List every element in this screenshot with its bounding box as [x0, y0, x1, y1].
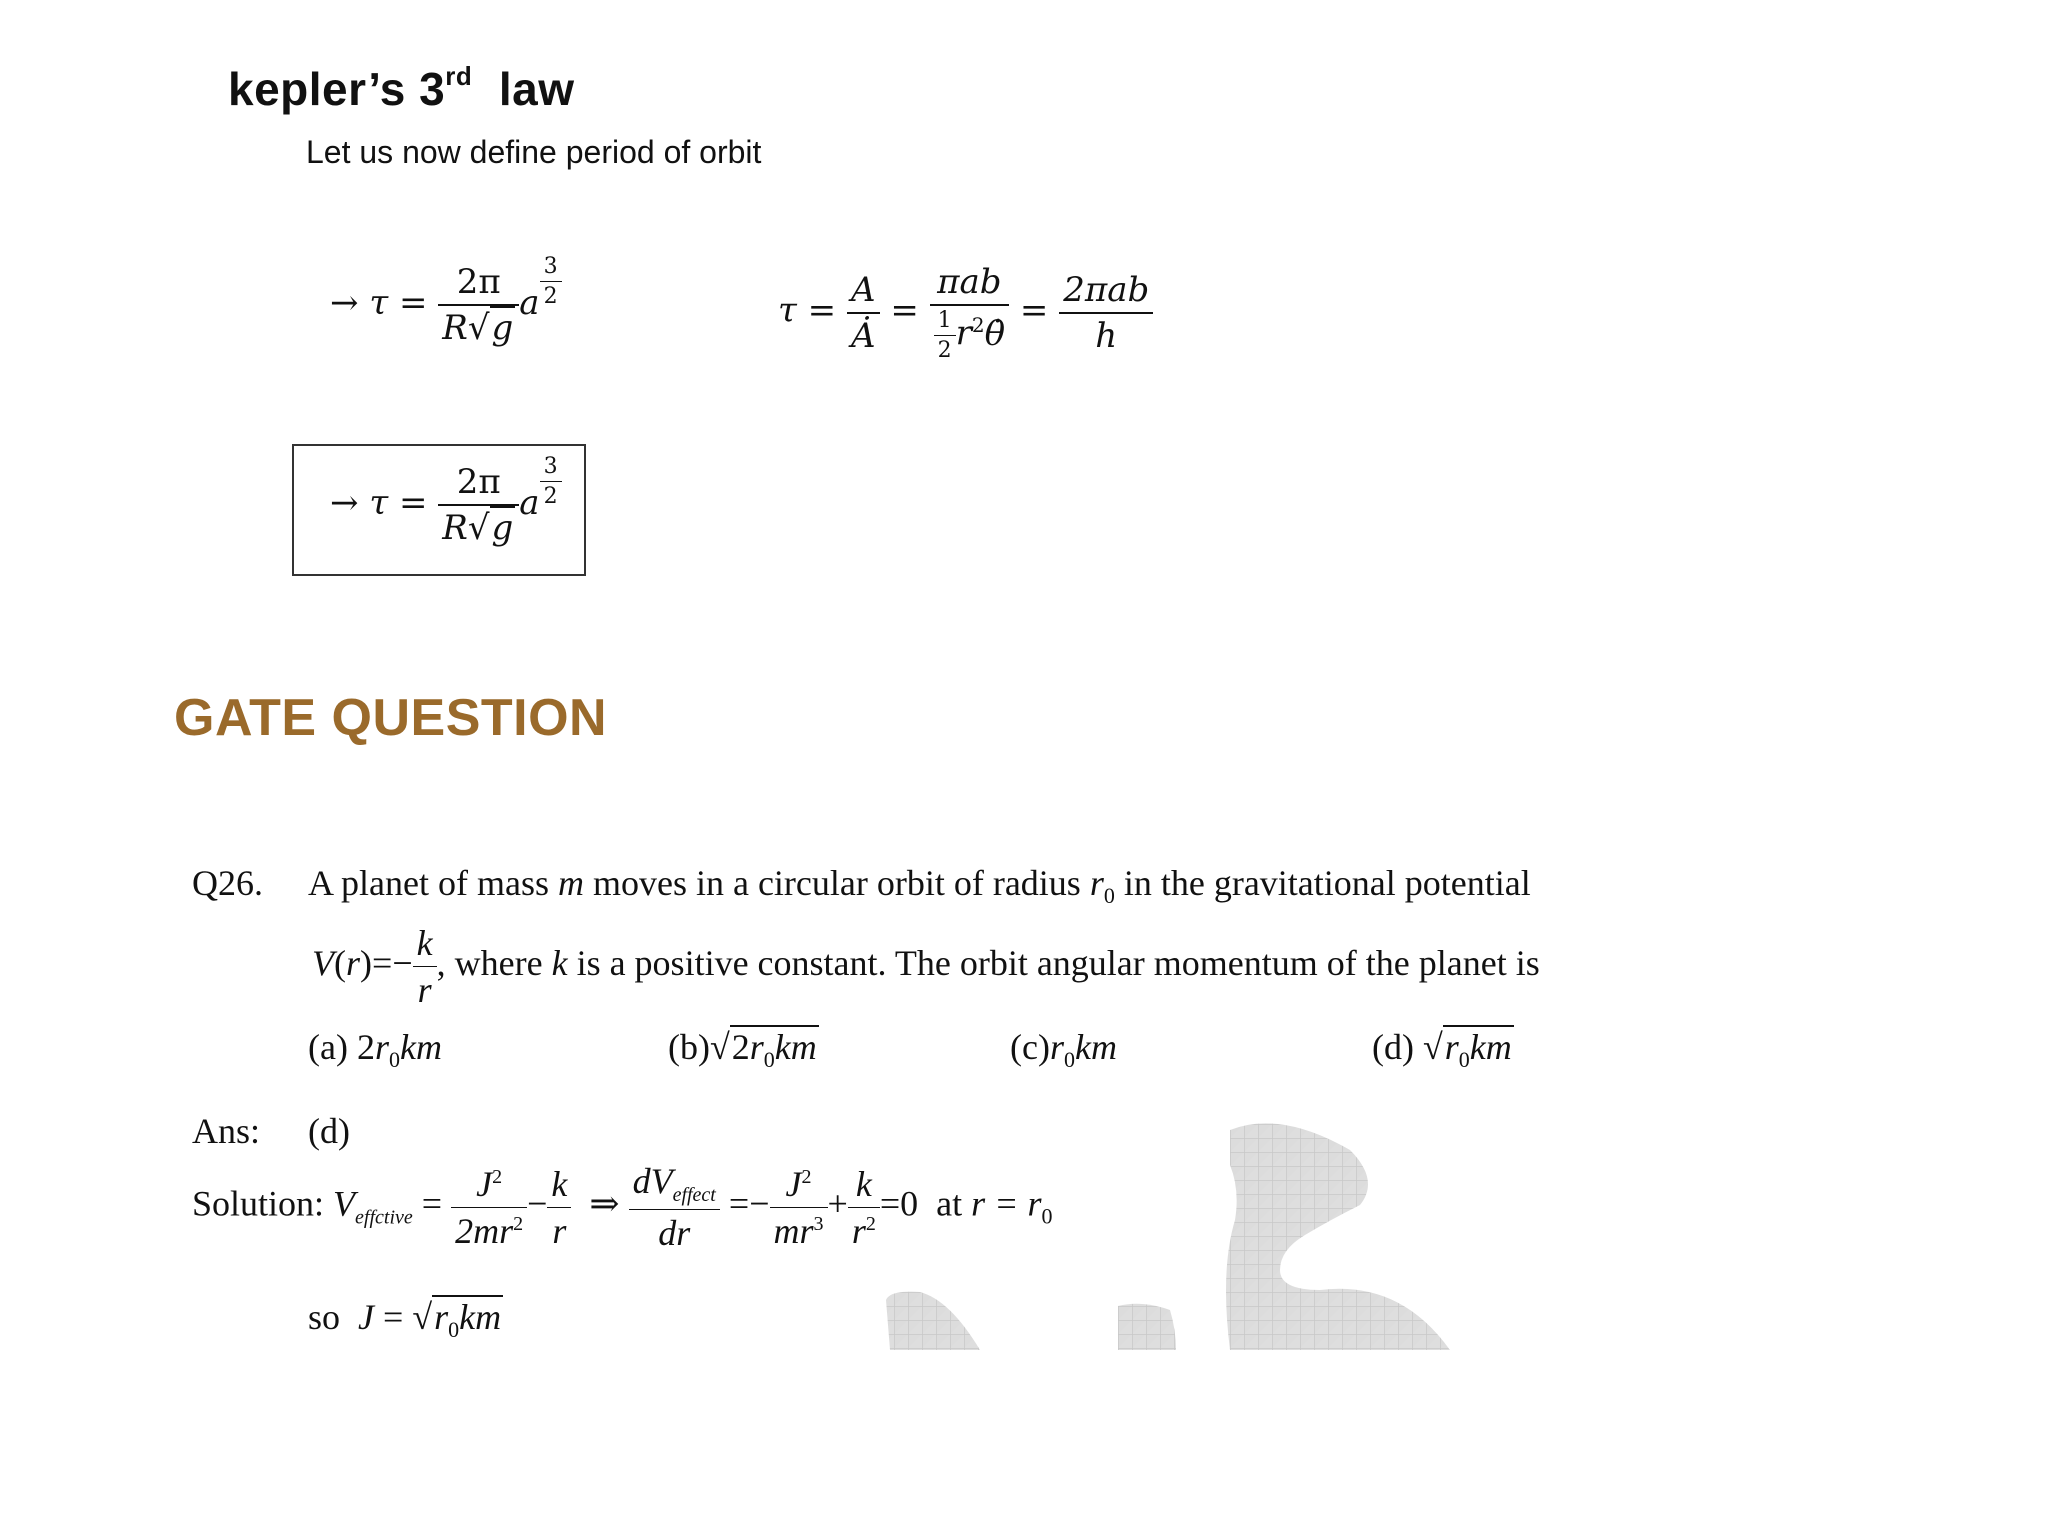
den-g: g — [491, 308, 514, 348]
title-text-law: law — [498, 63, 575, 115]
sol-mr: mr — [773, 1210, 814, 1251]
sol-V: V — [333, 1183, 356, 1224]
minus-sign: − — [392, 942, 413, 983]
option-b-label: (b) — [668, 1027, 710, 1067]
q-text-where: , where — [436, 942, 543, 983]
numerator-pab: πab — [930, 262, 1009, 306]
solution-label: Solution: — [192, 1183, 325, 1224]
tau-symbol: τ — [369, 483, 389, 523]
a-symbol: a — [519, 283, 540, 323]
den-g: g — [491, 508, 514, 548]
sol-equals-zero: =0 — [879, 1183, 919, 1224]
exp-num: 3 — [540, 254, 562, 282]
exponent-fraction — [540, 254, 562, 309]
sol-mr-exp: 3 — [813, 1212, 824, 1235]
arrow-symbol: → — [330, 283, 359, 323]
exp-den: 2 — [543, 284, 558, 309]
option-d-km: km — [1469, 1027, 1512, 1067]
equals-sign: = — [383, 1297, 404, 1337]
sol-V-sub: effctive — [355, 1206, 413, 1229]
equals-sign: = — [421, 1183, 443, 1224]
q-mass: m — [557, 863, 584, 903]
solution-result: so $J = √r_0km$ — [308, 1297, 502, 1343]
equals-sign: = — [372, 942, 393, 983]
numerator-2pab: 2πab — [1059, 270, 1153, 314]
den-r: R — [442, 508, 468, 548]
numerator-k: k — [413, 922, 437, 967]
plus-sign: + — [827, 1183, 848, 1224]
equals-sign: = — [890, 290, 919, 331]
option-a-coef: 2 — [356, 1027, 375, 1067]
q-radius: r — [1089, 863, 1104, 903]
option-a — [308, 1026, 442, 1073]
numerator: 2π — [438, 262, 519, 306]
sol-result-J: J — [358, 1297, 374, 1337]
option-d: (d) $√r_0km$ — [1372, 1027, 1512, 1073]
option-a-label: (a) — [308, 1027, 348, 1067]
equals-sign: = — [807, 290, 837, 331]
numerator: 2π — [438, 462, 519, 506]
sol-frac-2 — [547, 1163, 571, 1252]
half-num: 1 — [934, 308, 956, 336]
option-b-r: r — [749, 1027, 764, 1067]
r-exponent: 2 — [971, 313, 985, 338]
sol-k-2: k — [848, 1163, 880, 1208]
option-a-sub: 0 — [388, 1047, 400, 1073]
numerator-A: A — [847, 270, 880, 314]
sol-frac-3 — [629, 1160, 720, 1254]
denominator: R√g — [442, 508, 514, 548]
title-superscript: rd — [445, 60, 473, 91]
option-b: $(b)√2r_0km$ — [668, 1027, 817, 1073]
option-c-km: km — [1074, 1027, 1117, 1067]
denominator-half-r2-thetadot — [930, 306, 1009, 363]
sol-result-sub: 0 — [448, 1317, 460, 1343]
denominator-r: r — [417, 970, 432, 1010]
k-over-r-fraction — [413, 922, 437, 1011]
sol-2mr: 2mr — [455, 1210, 514, 1251]
option-b-km: km — [774, 1027, 817, 1067]
equation-period-1 — [330, 254, 562, 348]
option-c-sub: 0 — [1063, 1047, 1075, 1073]
equals-sign: = — [398, 283, 428, 323]
q-k: k — [551, 942, 568, 983]
sol-r0-sub: 0 — [1041, 1203, 1053, 1229]
potential-r: r — [346, 942, 361, 983]
slide-title — [228, 62, 574, 116]
arrow-symbol: → — [330, 483, 359, 523]
option-a-r: r — [374, 1027, 389, 1067]
sol-dr: dr — [658, 1213, 691, 1254]
sol-frac-4 — [770, 1163, 828, 1252]
sol-k: k — [547, 1163, 571, 1208]
minus-sign: − — [527, 1183, 548, 1224]
sol-r-eq-r0: r = r — [971, 1183, 1042, 1224]
tau-symbol: τ — [778, 290, 797, 331]
a-symbol: a — [519, 483, 540, 523]
denominator-Adot: Ȧ — [850, 315, 876, 356]
question-line-2: V(r)=− $\frac{k}{r}$ , where k is a positive constant. The orbit angular momentum of the planet is — [312, 923, 1540, 1010]
sol-at: at — [936, 1183, 963, 1224]
option-c-r: r — [1049, 1027, 1064, 1067]
question-number: Q26. — [192, 863, 263, 903]
sol-frac-1 — [451, 1163, 527, 1252]
sol-dV: dV — [632, 1161, 673, 1201]
option-c-label: (c) — [1010, 1027, 1050, 1067]
sol-r: r — [552, 1210, 567, 1251]
fraction-2pab — [1059, 270, 1153, 356]
q-text-d: is a positive constant. The orbit angular momentum of the planet is — [576, 942, 1540, 983]
answer-value: (d) — [308, 1111, 350, 1151]
sol-result-r: r — [434, 1297, 449, 1337]
sol-dV-sub: effect — [672, 1184, 716, 1207]
tau-symbol: τ — [369, 283, 389, 323]
sol-J-2: J — [785, 1163, 802, 1204]
equals-sign: = — [728, 1183, 750, 1224]
fraction — [438, 262, 519, 348]
half-fraction — [934, 308, 956, 363]
sol-2mr-exp: 2 — [513, 1212, 524, 1235]
q-text-a: A planet of mass — [308, 863, 549, 903]
solution-line — [192, 1160, 1052, 1254]
option-b-sub: 0 — [763, 1047, 775, 1073]
q-radius-sub: 0 — [1103, 883, 1115, 909]
sol-J-exp: 2 — [492, 1165, 503, 1188]
equation-period-2 — [778, 262, 1153, 363]
equation-period-boxed — [330, 454, 562, 548]
sol-J-2-exp: 2 — [801, 1165, 812, 1188]
sol-frac-5 — [848, 1163, 880, 1252]
sol-so: so — [308, 1297, 341, 1337]
thetadot-symbol: θ̇ — [984, 313, 1006, 354]
sol-r2: r — [851, 1210, 866, 1251]
exp-num: 3 — [540, 454, 562, 482]
answer-label: Ans: — [192, 1111, 261, 1151]
fraction — [438, 462, 519, 548]
r-symbol: r — [955, 313, 972, 354]
option-b-coef: 2 — [731, 1027, 750, 1067]
implies-symbol: ⇒ — [589, 1183, 620, 1224]
option-c — [1010, 1026, 1117, 1073]
sol-r2-exp: 2 — [865, 1212, 876, 1235]
title-text: kepler’s 3 — [228, 63, 446, 115]
option-d-r: r — [1444, 1027, 1459, 1067]
denominator-h: h — [1095, 315, 1118, 356]
option-a-km: km — [399, 1027, 442, 1067]
exp-den: 2 — [543, 484, 558, 509]
sol-result-km: km — [459, 1297, 502, 1337]
sol-J: J — [476, 1163, 493, 1204]
subtitle: Let us now define period of orbit — [306, 134, 762, 170]
option-d-label: (d) — [1372, 1027, 1414, 1067]
exponent-fraction — [540, 454, 562, 509]
question-line-1 — [308, 862, 1728, 909]
half-den: 2 — [937, 338, 952, 363]
potential-V: V — [312, 942, 334, 983]
equals-sign: = — [1019, 290, 1049, 331]
minus-sign: − — [749, 1183, 770, 1224]
q-text-c: in the gravitational potential — [1123, 863, 1531, 903]
equals-sign: = — [398, 483, 428, 523]
denominator: R√g — [442, 308, 514, 348]
gate-question-heading: GATE QUESTION — [174, 689, 608, 747]
option-d-sub: 0 — [1458, 1047, 1470, 1073]
q-text-b: moves in a circular orbit of radius — [592, 863, 1081, 903]
fraction-pab — [930, 262, 1009, 363]
den-r: R — [442, 308, 468, 348]
fraction-A — [847, 270, 880, 356]
